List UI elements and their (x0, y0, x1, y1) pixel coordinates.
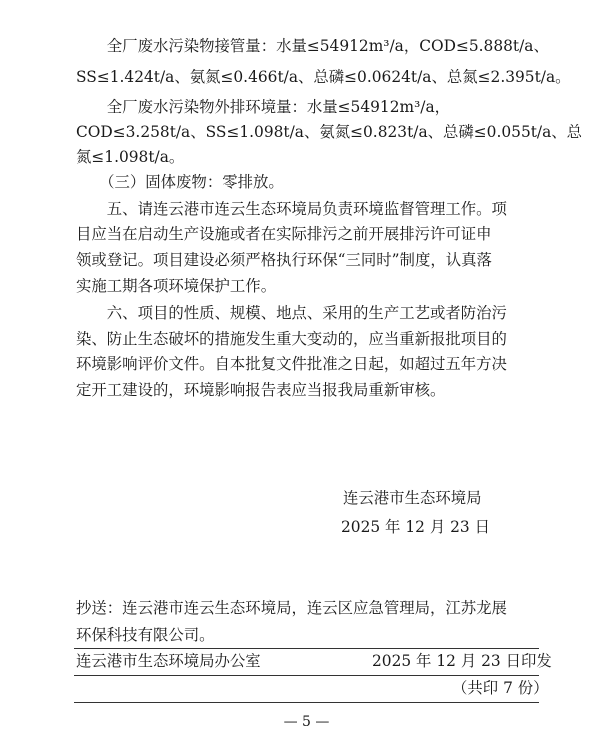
issuer-office: 连云港市生态环境局办公室 (76, 652, 261, 670)
footer-divider (74, 675, 539, 676)
footer-divider (74, 648, 539, 649)
body-line: 染、防止生态破坏的措施发生重大变动的，应当重新报批项目的 (76, 330, 507, 348)
signature-date: 2025 年 12 月 23 日 (341, 518, 490, 536)
body-line: 目应当在启动生产设施或者在实际排污之前开展排污许可证申 (76, 225, 492, 243)
body-line: 全厂废水污染物外排环境量：水量≤54912m³/a， (76, 98, 451, 116)
print-copies: （共印 7 份） (452, 679, 549, 697)
body-line: 定开工建设的，环境影响报告表应当报我局重新审核。 (76, 381, 446, 399)
body-line: 环境影响评价文件。自本批复文件批准之日起，如超过五年方决 (76, 355, 507, 373)
page-number: — 5 — (283, 714, 330, 730)
body-line: 氮≤1.098t/a。 (76, 148, 185, 166)
print-date: 2025 年 12 月 23 日印发 (372, 652, 552, 670)
body-line: 六、项目的性质、规模、地点、采用的生产工艺或者防治污 (76, 304, 507, 322)
body-line: （三）固体废物：零排放。 (76, 173, 284, 191)
cc-line: 抄送：连云港市连云生态环境局，连云区应急管理局，江苏龙展 (76, 599, 507, 617)
body-line: 全厂废水污染物接管量：水量≤54912m³/a，COD≤5.888t/a、 (76, 37, 549, 55)
body-line: 领或登记。项目建设必须严格执行环保“三同时”制度，认真落 (76, 251, 492, 269)
body-line: 五、请连云港市连云生态环境局负责环境监督管理工作。项 (76, 200, 507, 218)
footer-divider (74, 702, 539, 703)
signature-org: 连云港市生态环境局 (343, 489, 482, 507)
body-line: 实施工期各项环境保护工作。 (76, 277, 277, 295)
cc-line: 环保科技有限公司。 (76, 626, 215, 644)
body-line: COD≤3.258t/a、SS≤1.098t/a、氨氮≤0.823t/a、总磷≤0.055t/a、总 (76, 123, 583, 141)
body-line: SS≤1.424t/a、氨氮≤0.466t/a、总磷≤0.0624t/a、总氮≤2.395t/a。 (76, 68, 571, 86)
